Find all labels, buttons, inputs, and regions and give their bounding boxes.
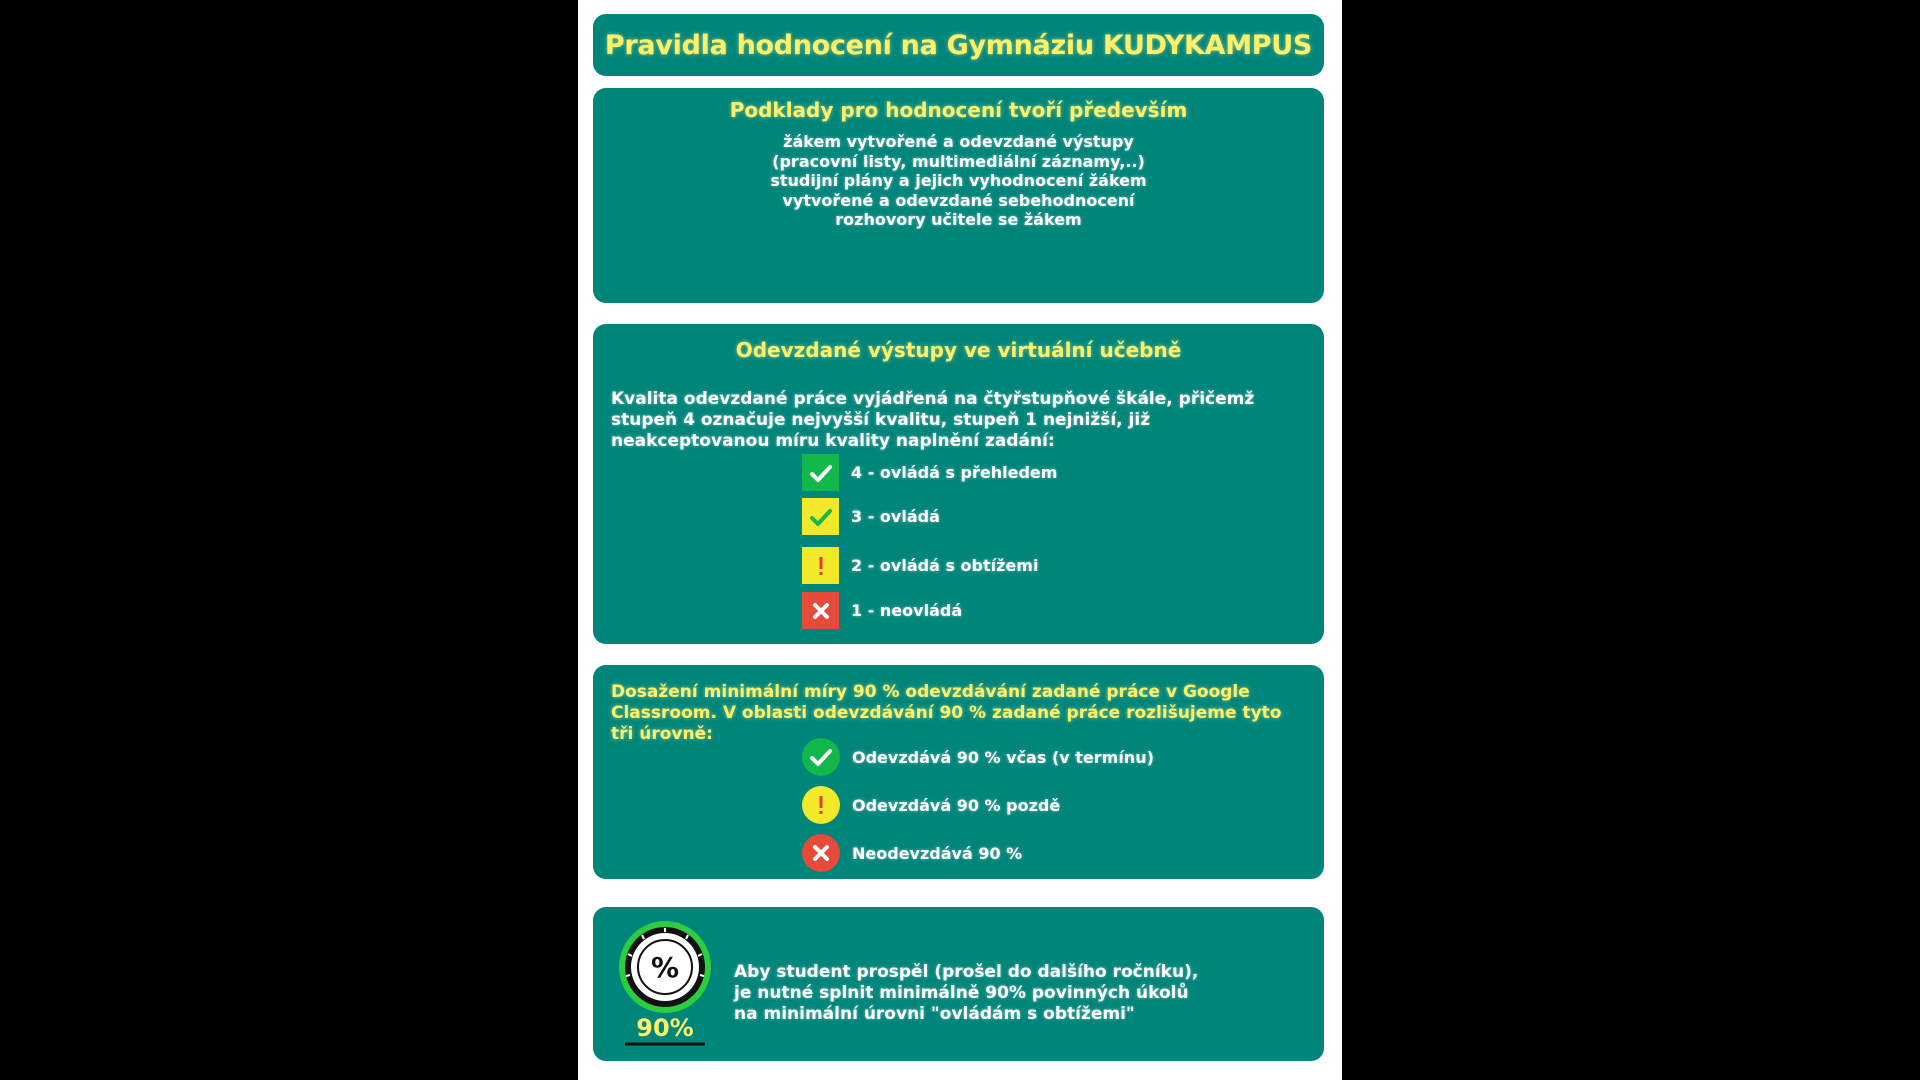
podklady-list (593, 132, 1324, 230)
level-label: 2 - ovládá s obtížemi (851, 556, 1039, 575)
podklady-item: žákem vytvořené a odevzdané výstupy (783, 132, 1134, 151)
level-row-1 (802, 592, 962, 629)
cross-icon (802, 834, 840, 872)
podklady-item: studijní plány a jejich vyhodnocení žákem (770, 171, 1147, 190)
check-icon (802, 454, 839, 491)
level-label: 3 - ovládá (851, 507, 940, 526)
title-card (593, 14, 1324, 76)
vystupy-intro: Kvalita odevzdané práce vyjádřená na čtyřstupňové škále, přičemž stupeň 4 označuje nejvyšší kvalitu, stupeň 1 nejnižší, již neakceptovanou míru kvality naplnění zadání: (611, 389, 1255, 451)
level-label: 1 - neovládá (851, 601, 963, 620)
podklady-item: (pracovní listy, multimediální záznamy,..) (772, 151, 1145, 171)
level-row-2 (802, 547, 1038, 584)
submission-label: Odevzdává 90 % včas (v termínu) (852, 747, 1154, 767)
podklady-heading: Podklady pro hodnocení tvoří především (729, 98, 1188, 122)
submission-label: Neodevzdává 90 % (852, 843, 1023, 863)
odevzdavani-intro: Dosažení minimální míry 90 % odevzdávání zadané práce v Google Classroom. V oblasti odevzdávání 90 % zadané práce rozlišujeme tyto tři úrovně: (611, 682, 1282, 744)
check-icon (802, 498, 839, 535)
check-icon (802, 738, 840, 776)
exclamation-icon (802, 547, 839, 584)
vystupy-card (593, 324, 1324, 644)
exclamation-icon (802, 786, 840, 824)
prospech-card (593, 907, 1324, 1061)
percent-gauge-icon (615, 919, 715, 1049)
badge-value: 90% (636, 1014, 694, 1042)
badge-symbol: % (650, 951, 680, 984)
prospech-text: Aby student prospěl (prošel do dalšího ročníku), je nutné splnit minimálně 90% povinných úkolů na minimální úrovni "ovládám s obtížemi" (734, 962, 1199, 1024)
page-title: Pravidla hodnocení na Gymnáziu KUDYKAMPUS (604, 29, 1313, 61)
document-sheet (578, 0, 1342, 1080)
submission-row-on-time (802, 738, 1154, 776)
vystupy-heading: Odevzdané výstupy ve virtuální učebně (735, 338, 1182, 362)
cross-icon (802, 592, 839, 629)
level-row-4 (802, 454, 1057, 491)
submission-row-late (802, 786, 1060, 824)
podklady-item: rozhovory učitele se žákem (835, 210, 1082, 229)
submission-label: Odevzdává 90 % pozdě (852, 795, 1061, 815)
podklady-item: vytvořené a odevzdané sebehodnocení (782, 190, 1135, 210)
level-label: 4 - ovládá s přehledem (851, 463, 1058, 482)
submission-row-missing (802, 834, 1022, 872)
level-row-3 (802, 498, 940, 535)
odevzdavani-card (593, 665, 1324, 879)
podklady-card (593, 88, 1324, 303)
